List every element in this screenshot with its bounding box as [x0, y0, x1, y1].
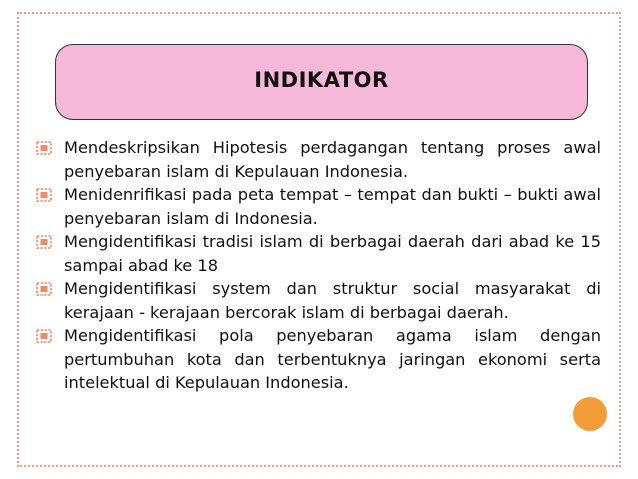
slide-title: INDIKATOR — [254, 68, 389, 92]
dotted-square-bullet-icon — [36, 141, 52, 155]
bullet-text: Mengidentifikasi system dan struktur social masyarakat di kerajaan - kerajaan bercorak islam di berbagai daerah. — [64, 279, 601, 322]
bullet-item — [36, 230, 601, 277]
bullet-item — [36, 136, 601, 183]
corner-decoration-circle — [573, 397, 607, 431]
bullet-text: Mengidentifikasi tradisi islam di berbagai daerah dari abad ke 15 sampai abad ke 18 — [64, 232, 601, 275]
dotted-square-bullet-icon — [36, 235, 52, 249]
bullet-text: Mengidentifikasi pola penyebaran agama islam dengan pertumbuhan kota dan terbentuknya jaringan ekonomi serta intelektual di Kepulauan Indonesia. — [64, 326, 601, 392]
bullet-item — [36, 183, 601, 230]
bullet-text: Menidenrifikasi pada peta tempat – tempat dan bukti – bukti awal penyebaran islam di Indonesia. — [64, 185, 601, 228]
dotted-square-bullet-icon — [36, 282, 52, 296]
bullet-item — [36, 277, 601, 324]
bullet-text: Mendeskripsikan Hipotesis perdagangan tentang proses awal penyebaran islam di Kepulauan Indonesia. — [64, 138, 601, 181]
dotted-square-bullet-icon — [36, 188, 52, 202]
bullet-item — [36, 324, 601, 395]
dotted-square-bullet-icon — [36, 329, 52, 343]
title-box — [55, 44, 588, 120]
bullet-list — [36, 136, 601, 395]
